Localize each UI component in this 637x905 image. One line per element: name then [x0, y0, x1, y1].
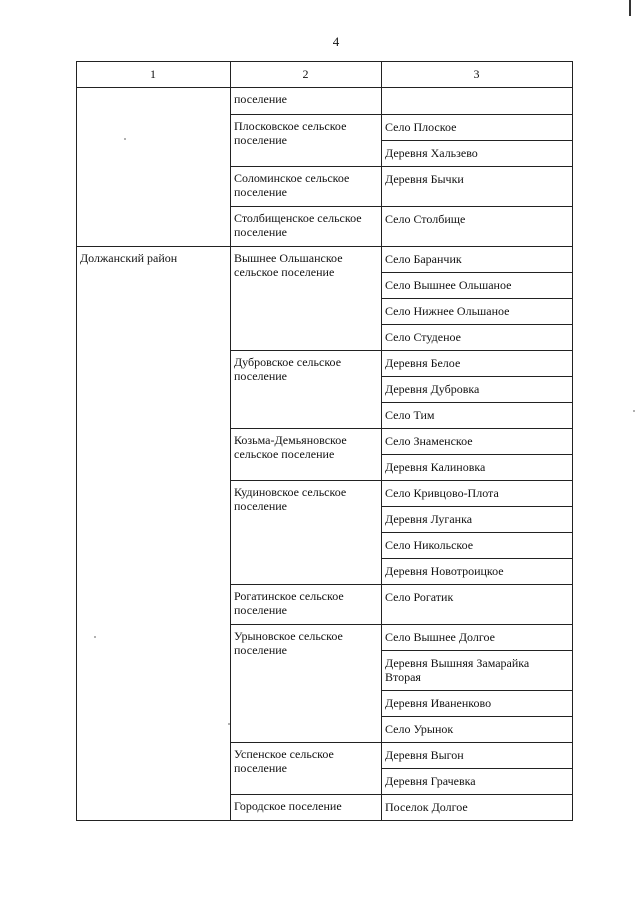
table-rule: [381, 324, 573, 325]
locality-name: Деревня Иваненково: [385, 696, 492, 710]
locality-name: Село Баранчик: [385, 252, 462, 266]
table-rule: [230, 624, 573, 625]
table-rule: [230, 206, 573, 207]
table-rule: [76, 246, 231, 247]
table-rule: [381, 716, 573, 717]
table-rule: [76, 87, 573, 88]
table-rule: [381, 272, 573, 273]
settlements-table: [76, 61, 572, 825]
locality-name: Село Рогатик: [385, 590, 454, 604]
locality-name: Село Вышнее Ольшаное: [385, 278, 512, 292]
table-rule: [76, 820, 573, 821]
settlement-name: Успенское сельское поселение: [234, 747, 334, 775]
settlement-name: Соломинское сельское поселение: [234, 171, 350, 199]
settlement-name: Козьма-Демьяновское сельское поселение: [234, 433, 347, 461]
locality-name: Деревня Хальзево: [385, 146, 478, 160]
locality-name: Село Знаменское: [385, 434, 473, 448]
table-rule: [230, 794, 573, 795]
table-rule: [76, 61, 573, 62]
column-header-1: 1: [150, 67, 156, 81]
column-header-3: 3: [473, 67, 480, 81]
locality-name: Деревня Бычки: [385, 172, 464, 186]
settlement-name: Рогатинское сельское поселение: [234, 589, 344, 617]
table-rule: [230, 480, 573, 481]
locality-name: Деревня Вышняя Замарайка Вторая: [385, 656, 530, 684]
settlement-name: Городское поселение: [234, 799, 342, 813]
locality-name: Село Урынок: [385, 722, 454, 736]
settlement-name: Столбищенское сельское поселение: [234, 211, 362, 239]
locality-name: Деревня Грачевка: [385, 774, 476, 788]
table-rule: [572, 61, 573, 821]
table-rule: [381, 558, 573, 559]
table-rule: [381, 768, 573, 769]
column-header-2: 2: [302, 67, 309, 81]
locality-name: Село Студеное: [385, 330, 461, 344]
settlement-name: Вышнее Ольшанское сельское поселение: [234, 251, 343, 279]
scan-speck: [633, 410, 635, 412]
table-rule: [381, 650, 573, 651]
settlement-name: Урыновское сельское поселение: [234, 629, 343, 657]
locality-name: Деревня Калиновка: [385, 460, 486, 474]
locality-name: Село Столбище: [385, 212, 466, 226]
settlement-name: Дубровское сельское поселение: [234, 355, 342, 383]
table-rule: [381, 506, 573, 507]
table-rule: [230, 742, 573, 743]
table-rule: [76, 61, 77, 820]
table-rule: [381, 298, 573, 299]
locality-name: Деревня Белое: [385, 356, 461, 370]
table-rule: [381, 454, 573, 455]
locality-name: Деревня Луганка: [385, 512, 473, 526]
locality-name: Поселок Долгое: [385, 800, 468, 814]
table-rule: [230, 428, 573, 429]
locality-name: Село Никольское: [385, 538, 474, 552]
locality-name: Село Кривцово-Плота: [385, 486, 499, 500]
table-rule: [381, 532, 573, 533]
locality-name: Деревня Дубровка: [385, 382, 480, 396]
locality-name: Деревня Выгон: [385, 748, 464, 762]
locality-name: Деревня Новотроицкое: [385, 564, 504, 578]
table-rule: [381, 61, 382, 820]
table-rule: [381, 402, 573, 403]
table-rule: [230, 114, 573, 115]
table-rule: [230, 166, 573, 167]
edge-mark: [629, 0, 631, 16]
table-rule: [230, 61, 231, 820]
locality-name: Село Тим: [385, 408, 435, 422]
locality-name: Село Плоское: [385, 120, 457, 134]
page-number: 4: [332, 34, 340, 49]
table-rule: [230, 350, 573, 351]
table-rule: [381, 376, 573, 377]
table-rule: [381, 690, 573, 691]
table-rule: [230, 584, 573, 585]
settlement-name: поселение: [234, 92, 288, 106]
locality-name: Село Нижнее Ольшаное: [385, 304, 510, 318]
table-rule: [381, 140, 573, 141]
district-name: Должанский район: [80, 251, 178, 265]
locality-name: Село Вышнее Долгое: [385, 630, 495, 644]
table-rule: [230, 246, 573, 247]
settlement-name: Кудиновское сельское поселение: [234, 485, 347, 513]
settlement-name: Плосковское сельское поселение: [234, 119, 347, 147]
